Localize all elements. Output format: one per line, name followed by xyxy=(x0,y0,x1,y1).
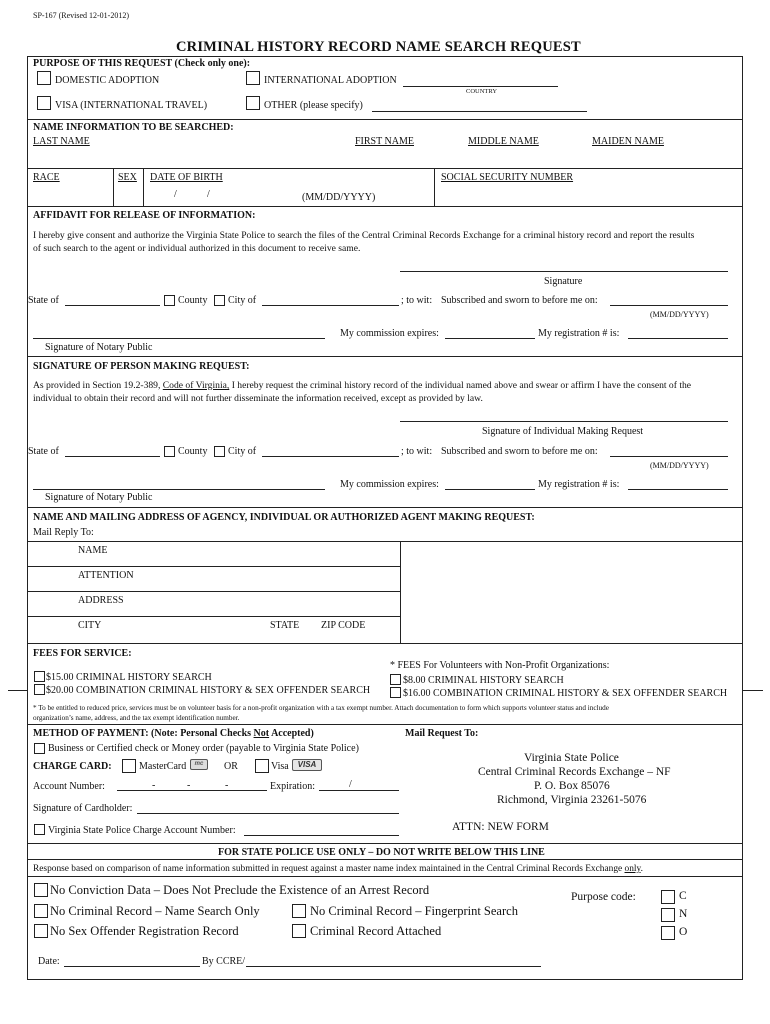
cardholder-label: Signature of Cardholder: xyxy=(33,803,133,814)
mailing-heading: NAME AND MAILING ADDRESS OF AGENCY, INDIVIDUAL OR AUTHORIZED AGENT MAKING REQUEST: xyxy=(33,512,535,523)
account-number-field[interactable] xyxy=(117,790,267,791)
fee-8-label: $8.00 CRIMINAL HISTORY SEARCH xyxy=(403,675,564,686)
divider xyxy=(434,168,435,206)
response-note-main: Response based on comparison of name information submitted in request against a master name index maintained in the Central Criminal Records Exchange xyxy=(33,864,623,874)
attn-label: ATTN: NEW FORM xyxy=(452,821,549,833)
notary-signature-label: Signature of Notary Public xyxy=(45,492,153,503)
mail-request-line-1: Virginia State Police xyxy=(524,752,619,764)
no-conviction-checkbox[interactable] xyxy=(34,883,48,897)
mail-reply-label: Mail Reply To: xyxy=(33,527,94,538)
mail-name-label: NAME xyxy=(78,545,108,556)
divider xyxy=(27,507,743,508)
notary-signature-field[interactable] xyxy=(33,489,325,490)
divider xyxy=(27,206,743,207)
dob-label: DATE OF BIRTH xyxy=(150,172,223,183)
purpose-code-c-checkbox[interactable] xyxy=(661,890,675,904)
fold-mark-right xyxy=(743,690,763,691)
commission-label: My commission expires: xyxy=(340,479,439,490)
domestic-adoption-label: DOMESTIC ADOPTION xyxy=(55,75,160,86)
divider xyxy=(27,566,400,567)
by-ccre-label: By CCRE/ xyxy=(202,956,246,967)
state-of-field[interactable] xyxy=(65,456,160,457)
county-checkbox[interactable] xyxy=(164,446,175,457)
country-label: COUNTRY xyxy=(466,88,498,95)
city-of-field[interactable] xyxy=(262,305,399,306)
fee-note-2: organization’s name, address, and the tax exempt identification number. xyxy=(33,714,240,722)
fee-note-1: * To be entitled to reduced price, services must be on volunteer basis for a non-profit organization with a tax exempt number. Attach documentation to form which supports volunteer status and include xyxy=(33,704,609,712)
dob-slash: / xyxy=(174,189,177,200)
divider xyxy=(27,168,743,169)
vsp-account-label: Virginia State Police Charge Account Number: xyxy=(48,825,236,836)
dob-format: (MM/DD/YYYY) xyxy=(302,192,376,203)
mail-request-line-4: Richmond, Virginia 23261-5076 xyxy=(497,794,647,806)
commission-field[interactable] xyxy=(445,338,535,339)
mail-request-line-3: P. O. Box 85076 xyxy=(534,780,610,792)
visa-logo-icon: VISA xyxy=(292,759,322,771)
mail-city-label: CITY xyxy=(78,620,102,631)
city-of-field[interactable] xyxy=(262,456,399,457)
expiration-label: Expiration: xyxy=(270,781,315,792)
affidavit-text-1: I hereby give consent and authorize the Virginia State Police to search the files of the Central Criminal Records Exchange for a criminal history record and report the results xyxy=(33,230,695,241)
county-label: County xyxy=(178,446,208,457)
other-purpose-checkbox[interactable] xyxy=(246,96,260,110)
no-record-fingerprint-checkbox[interactable] xyxy=(292,904,306,918)
response-note-end: . xyxy=(640,864,643,874)
other-purpose-label: OTHER (please specify) xyxy=(264,100,363,111)
sworn-date-field[interactable] xyxy=(610,305,728,306)
divider xyxy=(27,843,743,844)
divider xyxy=(27,876,743,877)
account-dash: - xyxy=(152,780,156,791)
mail-state-label: STATE xyxy=(270,620,300,631)
code-of-virginia-link: Code of Virginia, xyxy=(162,380,230,391)
sex-label: SEX xyxy=(118,172,137,183)
record-attached-label: Criminal Record Attached xyxy=(310,924,442,938)
purpose-code-c-label: C xyxy=(679,890,687,902)
no-conviction-label: No Conviction Data – Does Not Preclude the Existence of an Arrest Record xyxy=(50,883,430,897)
check-payment-checkbox[interactable] xyxy=(34,743,45,754)
requester-text-2: individual to obtain their record and will not further disseminate the information received, except as provided by law. xyxy=(33,393,483,404)
mail-attention-label: ATTENTION xyxy=(78,570,134,581)
requester-text-1 xyxy=(33,380,691,391)
registration-field[interactable] xyxy=(628,489,728,490)
payment-heading-pre: METHOD OF PAYMENT: (Note: Personal Checks xyxy=(33,728,252,739)
divider xyxy=(27,356,743,357)
visa-travel-label: VISA (INTERNATIONAL TRAVEL) xyxy=(55,100,208,111)
requester-signature-label: Signature of Individual Making Request xyxy=(482,426,644,437)
payment-heading-not: Not xyxy=(253,728,270,739)
state-use-heading: FOR STATE POLICE USE ONLY – DO NOT WRITE BELOW THIS LINE xyxy=(218,847,545,858)
mastercard-logo-icon: mc xyxy=(190,759,208,770)
mail-address-label: ADDRESS xyxy=(78,595,124,606)
to-wit-label: ; to wit: xyxy=(401,295,433,306)
race-label: RACE xyxy=(33,172,60,183)
fee-15-checkbox[interactable] xyxy=(34,671,45,682)
date-format: (MM/DD/YYYY) xyxy=(650,461,709,470)
mastercard-checkbox[interactable] xyxy=(122,759,136,773)
subscribed-label: Subscribed and sworn to before me on: xyxy=(441,295,598,306)
to-wit-label: ; to wit: xyxy=(401,446,433,457)
account-number-label: Account Number: xyxy=(33,781,105,792)
purpose-code-label: Purpose code: xyxy=(571,891,636,903)
fee-15-label: $15.00 CRIMINAL HISTORY SEARCH xyxy=(46,672,212,683)
purpose-heading: PURPOSE OF THIS REQUEST (Check only one): xyxy=(33,58,251,69)
county-checkbox[interactable] xyxy=(164,295,175,306)
no-record-name-checkbox[interactable] xyxy=(34,904,48,918)
commission-field[interactable] xyxy=(445,489,535,490)
requester-heading: SIGNATURE OF PERSON MAKING REQUEST: xyxy=(33,361,250,372)
or-label: OR xyxy=(224,761,238,772)
name-info-heading: NAME INFORMATION TO BE SEARCHED: xyxy=(33,122,234,133)
commission-label: My commission expires: xyxy=(340,328,439,339)
affidavit-heading: AFFIDAVIT FOR RELEASE OF INFORMATION: xyxy=(33,210,256,221)
city-of-label: City of xyxy=(228,295,257,306)
city-checkbox[interactable] xyxy=(214,446,225,457)
state-of-label: State of xyxy=(28,295,59,306)
divider xyxy=(27,119,743,120)
middle-name-label: MIDDLE NAME xyxy=(468,136,539,147)
notary-signature-field[interactable] xyxy=(33,338,325,339)
mail-request-heading: Mail Request To: xyxy=(405,728,479,739)
account-dash: - xyxy=(187,780,191,791)
response-note xyxy=(33,864,643,874)
city-checkbox[interactable] xyxy=(214,295,225,306)
affidavit-text-2: of such search to the agent or individual authorized in this document to receive same. xyxy=(33,243,361,254)
signature-field[interactable] xyxy=(400,271,728,272)
fee-20-checkbox[interactable] xyxy=(34,684,45,695)
city-of-label: City of xyxy=(228,446,257,457)
divider xyxy=(27,591,400,592)
requester-signature-field[interactable] xyxy=(400,421,728,422)
sworn-date-field[interactable] xyxy=(610,456,728,457)
registration-label: My registration # is: xyxy=(538,479,620,490)
fee-8-checkbox[interactable] xyxy=(390,674,401,685)
divider xyxy=(27,616,400,617)
subscribed-label: Subscribed and sworn to before me on: xyxy=(441,446,598,457)
state-of-label: State of xyxy=(28,446,59,457)
purpose-code-o-label: O xyxy=(679,926,688,938)
divider xyxy=(27,859,743,860)
fees-heading: FEES FOR SERVICE: xyxy=(33,648,132,659)
purpose-code-o-checkbox[interactable] xyxy=(661,926,675,940)
other-specify-field[interactable] xyxy=(372,111,587,112)
cardholder-signature-field[interactable] xyxy=(137,813,399,814)
expiration-field[interactable] xyxy=(319,790,399,791)
divider xyxy=(143,168,144,206)
maiden-name-label: MAIDEN NAME xyxy=(592,136,664,147)
account-dash: - xyxy=(225,780,229,791)
fee-16-checkbox[interactable] xyxy=(390,687,401,698)
payment-heading xyxy=(33,728,314,739)
vsp-account-field[interactable] xyxy=(244,835,399,836)
form-title: CRIMINAL HISTORY RECORD NAME SEARCH REQUEST xyxy=(176,39,581,55)
by-ccre-field[interactable] xyxy=(246,966,541,967)
requester-text-1-pre: As provided in Section 19.2-389, xyxy=(33,380,161,391)
international-adoption-label: INTERNATIONAL ADOPTION xyxy=(264,75,397,86)
purpose-code-n-label: N xyxy=(679,908,688,920)
visa-travel-checkbox[interactable] xyxy=(37,96,51,110)
no-record-name-label: No Criminal Record – Name Search Only xyxy=(50,904,260,918)
international-adoption-checkbox[interactable] xyxy=(246,71,260,85)
divider xyxy=(27,541,743,542)
no-record-fingerprint-label: No Criminal Record – Fingerprint Search xyxy=(310,904,518,918)
registration-field[interactable] xyxy=(628,338,728,339)
fee-16-label: $16.00 COMBINATION CRIMINAL HISTORY & SEX OFFENDER SEARCH xyxy=(403,688,728,699)
volunteer-fees-heading: * FEES For Volunteers with Non-Profit Organizations: xyxy=(390,660,610,671)
fee-20-label: $20.00 COMBINATION CRIMINAL HISTORY & SEX OFFENDER SEARCH xyxy=(46,685,371,696)
ssn-label: SOCIAL SECURITY NUMBER xyxy=(441,172,574,183)
notary-signature-label: Signature of Notary Public xyxy=(45,342,153,353)
record-attached-checkbox[interactable] xyxy=(292,924,306,938)
mail-request-line-2: Central Criminal Records Exchange – NF xyxy=(478,766,671,778)
domestic-adoption-checkbox[interactable] xyxy=(37,71,51,85)
response-note-only: only xyxy=(624,864,641,874)
requester-text-1-post: I hereby request the criminal history record of the individual named above and swear or affirm I have the consent of the xyxy=(231,380,692,391)
form-id: SP-167 (Revised 12-01-2012) xyxy=(33,11,129,20)
date-field[interactable] xyxy=(64,966,200,967)
mail-zip-label: ZIP CODE xyxy=(321,620,366,631)
divider xyxy=(113,168,114,206)
fold-mark-left xyxy=(8,690,28,691)
divider xyxy=(27,643,743,644)
signature-label: Signature xyxy=(544,276,583,287)
visa-label: Visa xyxy=(271,761,289,772)
last-name-label: LAST NAME xyxy=(33,136,90,147)
expiration-slash: / xyxy=(349,779,352,790)
county-label: County xyxy=(178,295,208,306)
divider xyxy=(27,724,743,725)
no-sex-offender-label: No Sex Offender Registration Record xyxy=(50,924,239,938)
divider xyxy=(400,541,401,643)
state-of-field[interactable] xyxy=(65,305,160,306)
vsp-account-checkbox[interactable] xyxy=(34,824,45,835)
mastercard-label: MasterCard xyxy=(139,761,187,772)
purpose-code-n-checkbox[interactable] xyxy=(661,908,675,922)
date-format: (MM/DD/YYYY) xyxy=(650,310,709,319)
date-label: Date: xyxy=(38,956,60,967)
no-sex-offender-checkbox[interactable] xyxy=(34,924,48,938)
registration-label: My registration # is: xyxy=(538,328,620,339)
charge-card-label: CHARGE CARD: xyxy=(33,761,112,772)
payment-heading-post: Accepted) xyxy=(271,728,314,739)
first-name-label: FIRST NAME xyxy=(355,136,414,147)
dob-slash: / xyxy=(207,189,210,200)
country-field[interactable] xyxy=(403,86,558,87)
check-payment-label: Business or Certified check or Money order (payable to Virginia State Police) xyxy=(48,743,359,754)
visa-checkbox[interactable] xyxy=(255,759,269,773)
